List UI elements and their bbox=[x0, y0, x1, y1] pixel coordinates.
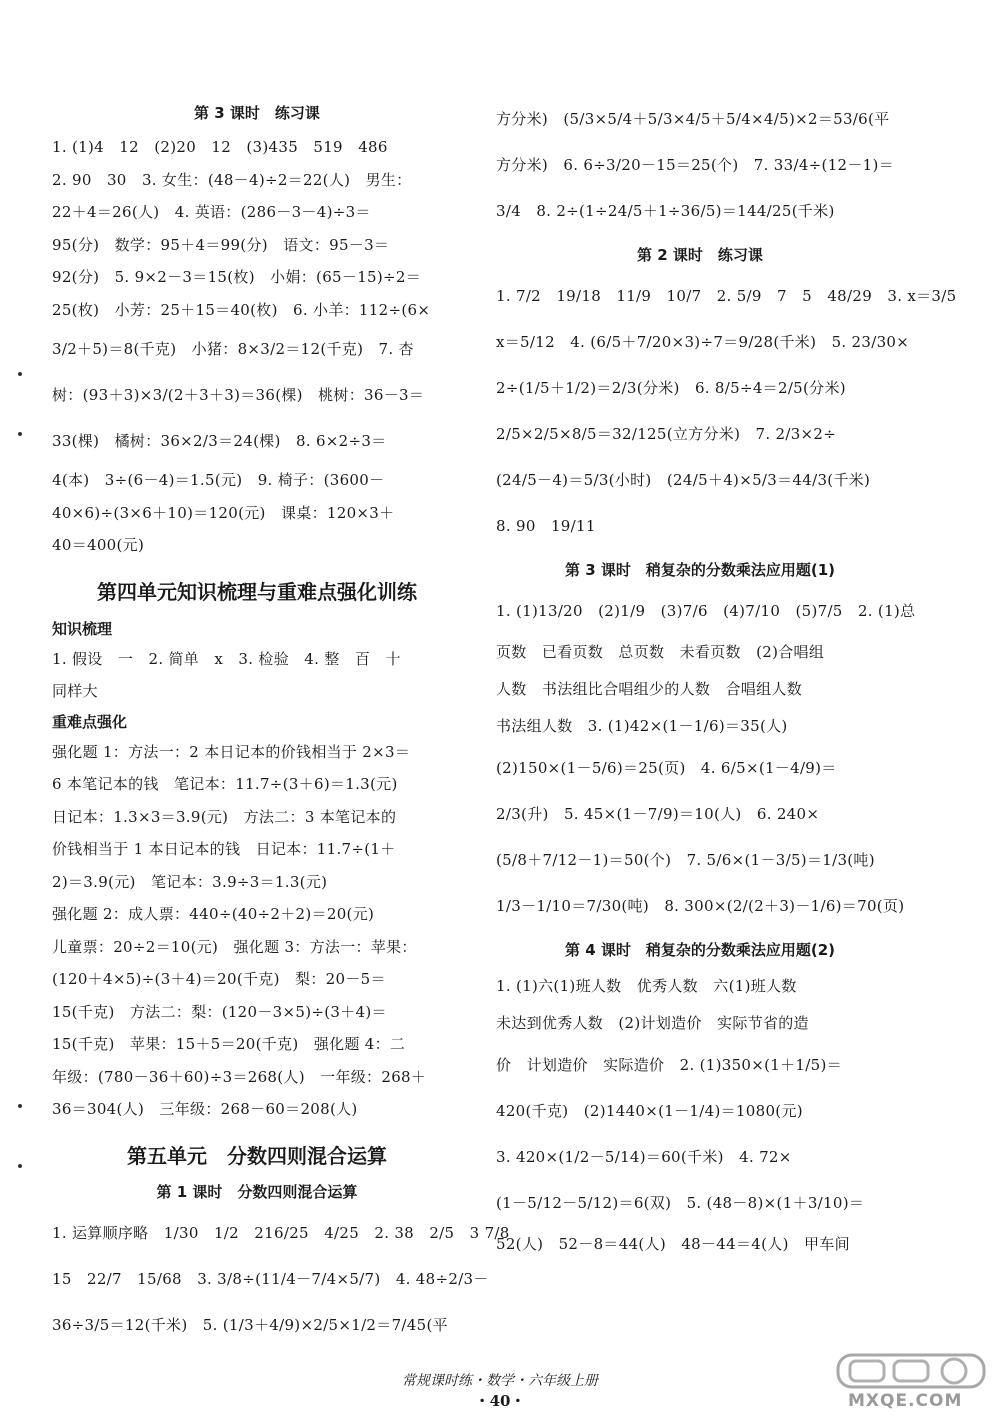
answer-line: 8. 90 19/11 bbox=[496, 517, 596, 535]
lesson-3-application-title: 第 3 课时 稍复杂的分数乘法应用题(1) bbox=[564, 561, 836, 579]
answer-line: (5/8＋7/12－1)＝50(个) 7. 5/6×(1－3/5)＝1/3(吨) bbox=[496, 851, 875, 869]
answer-line: 33(棵) 橘树：36×2/3＝24(棵) 8. 6×2÷3＝ bbox=[52, 432, 387, 450]
answer-line: 儿童票：20÷2＝10(元) 强化题 3：方法一：苹果： bbox=[52, 937, 417, 956]
answer-line: 人数 书法组比合唱组少的人数 合唱组人数 bbox=[496, 680, 803, 698]
answer-line: 36÷3/5＝12(千米) 5. (1/3＋4/9)×2/5×1/2＝7/45(平 bbox=[52, 1315, 448, 1334]
answer-line: 25(枚) 小芳：25＋15＝40(枚) 6. 小羊：112÷(6× bbox=[52, 300, 431, 319]
answer-line: (1－5/12－5/12)＝6(双) 5. (48－8)×(1＋3/10)＝ bbox=[496, 1194, 865, 1212]
answer-line: 22＋4＝26(人) 4. 英语：(286－3－4)÷3＝ bbox=[52, 203, 371, 221]
answer-line: 40×6)÷(3×6＋10)＝120(元) 课桌：120×3＋ bbox=[52, 503, 395, 522]
answer-line: 6 本笔记本的钱 笔记本：11.7÷(3＋6)＝1.3(元) bbox=[52, 775, 398, 793]
answer-line: 1/3－1/10＝7/30(吨) 8. 300×(2/(2＋3)－1/6)＝70(页) bbox=[496, 897, 905, 915]
lesson-4-application-answers bbox=[496, 968, 904, 1263]
answer-line: 1. (1)4 12 (2)20 12 (3)435 519 486 bbox=[52, 138, 388, 156]
lesson-2-practice-title: 第 2 课时 练习课 bbox=[637, 246, 763, 264]
unit-5-title: 第五单元 分数四则混合运算 bbox=[127, 1143, 387, 1168]
answer-line: 15(千克) 苹果：15＋5＝20(千克) 强化题 4：二 bbox=[52, 1035, 406, 1053]
margin-dot bbox=[18, 432, 22, 436]
answer-line: 方分米) (5/3×5/4＋5/3×4/5＋5/4×4/5)×2＝53/6(平 bbox=[496, 110, 890, 128]
answer-line: 2÷(1/5＋1/2)＝2/3(分米) 6. 8/5÷4＝2/5(分米) bbox=[496, 379, 846, 397]
answer-line: 15(千克) 方法二：梨：(120－3×5)÷(3＋4)＝ bbox=[52, 1002, 387, 1021]
answer-line: 未达到优秀人数 (2)计划造价 实际节省的造 bbox=[496, 1014, 809, 1032]
right-column bbox=[496, 96, 957, 1263]
left-column bbox=[52, 92, 510, 1348]
answer-line: 3/2＋5)＝8(千克) 小猪：8×3/2＝12(千克) 7. 杏 bbox=[52, 340, 414, 358]
answer-line: 书法组人数 3. (1)42×(1－1/6)＝35(人) bbox=[496, 717, 788, 735]
answer-line: x＝5/12 4. (6/5＋7/20×3)÷7＝9/28(千米) 5. 23/30× bbox=[496, 333, 910, 351]
answer-line: 1. (1)13/20 (2)1/9 (3)7/6 (4)7/10 (5)7/5 2. (1)总 bbox=[496, 602, 916, 620]
answer-line: 年级：(780－36＋60)÷3＝268(人) 一年级：268＋ bbox=[52, 1067, 427, 1086]
answer-line: 1. 7/2 19/18 11/9 10/7 2. 5/9 7 5 48/29 3. x＝3/5 bbox=[496, 287, 957, 305]
answer-line: 价 计划造价 实际造价 2. (1)350×(1＋1/5)＝ bbox=[496, 1056, 842, 1074]
answer-line: (24/5－4)＝5/3(小时) (24/5＋4)×5/3＝44/3(千米) bbox=[496, 471, 871, 489]
answer-line: 1. 假设 一 2. 简单 x 3. 检验 4. 整 百 十 bbox=[52, 649, 401, 668]
watermark-url: MXQE.COM bbox=[848, 1391, 963, 1411]
answer-circle-logo-icon bbox=[836, 1351, 986, 1391]
margin-dot bbox=[18, 1164, 22, 1168]
answer-line: 日记本：1.3×3＝3.9(元) 方法二：3 本笔记本的 bbox=[52, 807, 397, 826]
lesson-3-application-answers bbox=[496, 588, 916, 929]
knowledge-heading: 知识梳理 bbox=[52, 619, 113, 638]
watermark-logo bbox=[836, 1351, 986, 1411]
answer-line: 同样大 bbox=[52, 682, 98, 700]
margin-dot bbox=[18, 1104, 22, 1108]
lesson-3-practice-title: 第 3 课时 练习课 bbox=[194, 104, 320, 122]
answer-line: 强化题 2：成人票：440÷(40÷2＋2)＝20(元) bbox=[52, 905, 375, 923]
answer-line: 2)＝3.9(元) 笔记本：3.9÷3＝1.3(元) bbox=[52, 872, 328, 891]
answer-line: 40＝400(元) bbox=[52, 536, 145, 554]
book-title-footer: 常规课时练・数学・六年级上册 bbox=[402, 1373, 598, 1389]
unit-5-lesson-1-answers bbox=[52, 1210, 510, 1348]
answer-line: 52(人) 52－8＝44(人) 48－44＝4(人) 甲车间 bbox=[496, 1235, 850, 1253]
answer-line: 强化题 1：方法一：2 本日记本的价钱相当于 2×3＝ bbox=[52, 742, 411, 761]
answer-line: 树：(93＋3)×3/(2＋3＋3)＝36(棵) 桃树：36－3＝ bbox=[52, 386, 425, 404]
answer-line: 95(分) 数学：95＋4＝99(分) 语文：95－3＝ bbox=[52, 235, 390, 254]
lesson-2-answers bbox=[496, 273, 957, 549]
answer-line: 2/3(升) 5. 45×(1－7/9)＝10(人) 6. 240× bbox=[496, 805, 820, 823]
answer-line: 15 22/7 15/68 3. 3/8÷(11/4－7/4×5/7) 4. 48÷2/3－ bbox=[52, 1269, 489, 1288]
unit-5-lesson-1-title: 第 1 课时 分数四则混合运算 bbox=[156, 1182, 358, 1201]
answer-line: 420(千克) (2)1440×(1－1/4)＝1080(元) bbox=[496, 1102, 803, 1120]
continued-answers bbox=[496, 96, 904, 234]
answer-line: 4(本) 3÷(6－4)＝1.5(元) 9. 椅子：(3600－ bbox=[52, 471, 385, 489]
unit-4-title: 第四单元知识梳理与重难点强化训练 bbox=[97, 579, 417, 604]
key-points-heading: 重难点强化 bbox=[52, 712, 128, 731]
page-number: ・40・ bbox=[474, 1392, 526, 1410]
answer-line: (120＋4×5)÷(3＋4)＝20(千克) 梨：20－5＝ bbox=[52, 970, 386, 988]
answer-line: 3. 420×(1/2－5/14)＝60(千米) 4. 72× bbox=[496, 1148, 792, 1166]
answer-line: 92(分) 5. 9×2－3＝15(枚) 小娟：(65－15)÷2＝ bbox=[52, 268, 422, 286]
margin-dot bbox=[18, 372, 22, 376]
answer-line: 2/5×2/5×8/5＝32/125(立方分米) 7. 2/3×2÷ bbox=[496, 425, 837, 443]
answer-line: (2)150×(1－5/6)＝25(页) 4. 6/5×(1－4/9)＝ bbox=[496, 759, 837, 777]
lesson-3-answers bbox=[52, 131, 462, 562]
answer-line: 36＝304(人) 三年级：268－60＝208(人) bbox=[52, 1100, 358, 1118]
answer-line: 2. 90 30 3. 女生：(48－4)÷2＝22(人) 男生： bbox=[52, 170, 412, 189]
answer-line: 价钱相当于 1 本日记本的钱 日记本：11.7÷(1＋ bbox=[52, 840, 396, 858]
answer-line: 方分米) 6. 6÷3/20－15＝25(个) 7. 33/4÷(12－1)＝ bbox=[496, 156, 894, 174]
answer-line: 3/4 8. 2÷(1÷24/5＋1÷36/5)＝144/25(千米) bbox=[496, 202, 835, 220]
answer-line: 1. (1)六(1)班人数 优秀人数 六(1)班人数 bbox=[496, 977, 797, 995]
key-points-answers bbox=[52, 736, 462, 1126]
lesson-4-application-title: 第 4 课时 稍复杂的分数乘法应用题(2) bbox=[564, 941, 836, 959]
answer-line: 页数 已看页数 总页数 未看页数 (2)合唱组 bbox=[496, 643, 825, 661]
answer-line: 1. 运算顺序略 1/30 1/2 216/25 4/25 2. 38 2/5 3 7/8 bbox=[52, 1223, 510, 1242]
